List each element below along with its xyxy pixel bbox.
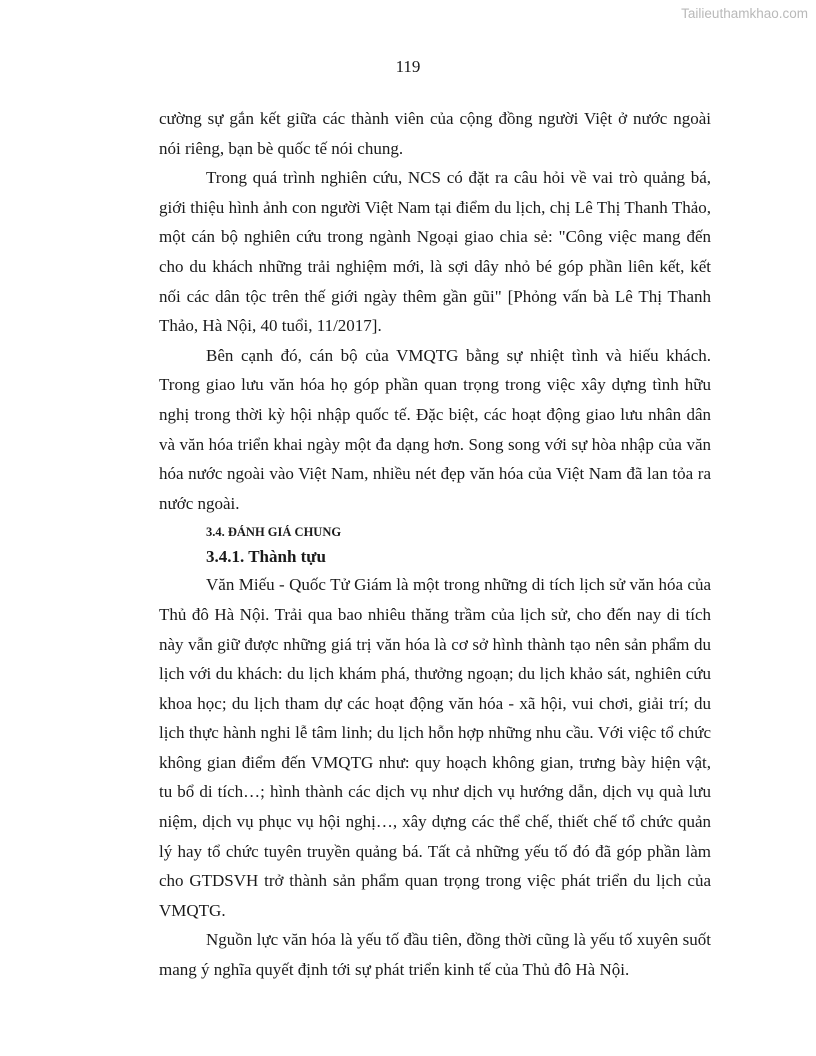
paragraph-continuation: cường sự gắn kết giữa các thành viên của cộng đồng người Việt ở nước ngoài nói riêng, bạn bè quốc tế nói chung. xyxy=(159,109,711,158)
paragraph-staff: Bên cạnh đó, cán bộ của VMQTG bằng sự nhiệt tình và hiếu khách. Trong giao lưu văn hóa họ góp phần quan trọng trong việc xây dựng tình hữu nghị trong thời kỳ hội nhập quốc tế. Đặc biệt, các hoạt động giao lưu nhân dân và văn hóa triển khai ngày một đa dạng hơn. Song song với sự hòa nhập của văn hóa nước ngoài vào Việt Nam, nhiều nét đẹp văn hóa của Việt Nam đã lan tỏa ra nước ngoài. xyxy=(159,345,711,513)
paragraph-achievements: Văn Miếu - Quốc Tử Giám là một trong những di tích lịch sử văn hóa của Thủ đô Hà Nội. Trải qua bao nhiêu thăng trầm của lịch sử, cho đến nay di tích này vẫn giữ được những giá trị văn hóa là cơ sở hình thành tạo nên sản phẩm du lịch với du khách: du lịch khám phá, thưởng ngoạn; du lịch khảo sát, nghiên cứu khoa học; du lịch tham dự các hoạt động văn hóa - xã hội, vui chơi, giải trí; du lịch thực hành nghi lễ tâm linh; du lịch hỗn hợp những nhu cầu. Với việc tổ chức không gian điểm đến VMQTG như: quy hoạch không gian, trưng bày hiện vật, tu bổ di tích…; hình thành các dịch vụ như dịch vụ hướng dẫn, dịch vụ quà lưu niệm, dịch vụ phục vụ hội nghị…, xây dựng các thể chế, thiết chế tổ chức quản lý hay tổ chức tuyên truyền quảng bá. Tất cả những yếu tố đó đã góp phần làm cho GTDSVH trở thành sản phẩm quan trọng trong việc phát triển du lịch của VMQTG. xyxy=(159,575,711,920)
paragraph-resources: Nguồn lực văn hóa là yếu tố đầu tiên, đồng thời cũng là yếu tố xuyên suốt mang ý nghĩa quyết định tới sự phát triển kinh tế của Thủ đô Hà Nội. xyxy=(159,930,711,980)
section-heading: 3.4. ĐÁNH GIÁ CHUNG xyxy=(206,525,342,540)
watermark: Tailieuthamkhao.com xyxy=(681,6,808,21)
document-body xyxy=(159,104,711,985)
page-number: 119 xyxy=(395,57,421,76)
subsection-heading: 3.4.1. Thành tựu xyxy=(206,547,326,567)
paragraph-interview: Trong quá trình nghiên cứu, NCS có đặt ra câu hỏi về vai trò quảng bá, giới thiệu hình ảnh con người Việt Nam tại điểm du lịch, chị Lê Thị Thanh Thảo, một cán bộ nghiên cứu trong ngành Ngoại giao chia sẻ: "Công việc mang đến cho du khách những trải nghiệm mới, là sợi dây nhỏ bé góp phần liên kết, kết nối các dân tộc trên thế giới ngày thêm gần gũi" [Phỏng vấn bà Lê Thị Thanh Thảo, Hà Nội, 40 tuổi, 11/2017]. xyxy=(159,168,711,336)
